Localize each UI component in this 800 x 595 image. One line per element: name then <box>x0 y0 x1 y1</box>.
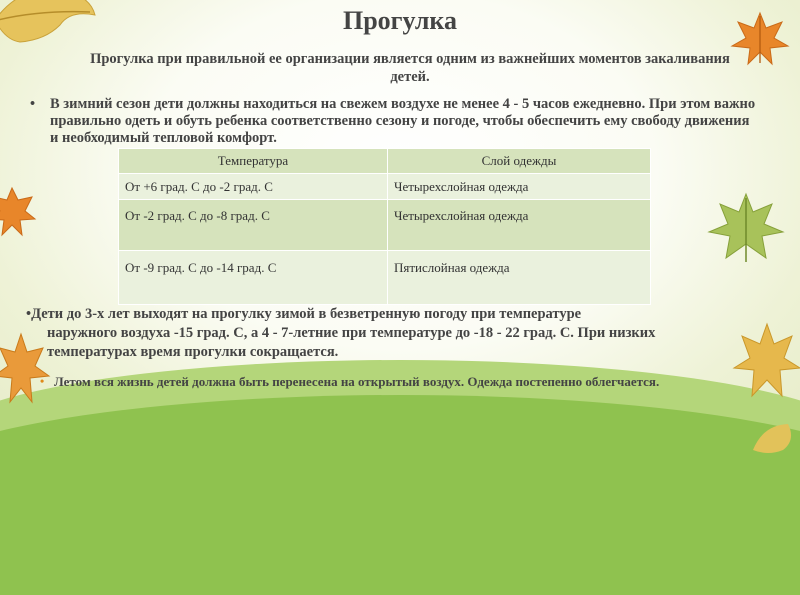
hill-front <box>0 395 800 595</box>
table-cell: Пятислойная одежда <box>388 251 651 305</box>
yellow-leaf-icon <box>732 320 800 400</box>
bullet-dot: • <box>26 306 32 322</box>
orange-leaf-icon <box>0 185 37 240</box>
clothing-table <box>118 148 651 305</box>
bullet-toddlers-line: температурах время прогулки сокращается. <box>47 344 339 360</box>
table-header-row <box>119 149 651 174</box>
table-cell: От +6 град. С до -2 град. С <box>119 174 388 200</box>
bullet-toddlers-line: наружного воздуха -15 град. С, а 4 - 7-летние при температуре до -18 - 22 град. С. При низких <box>47 325 656 341</box>
slide-subtitle: Прогулка при правильной ее организации является одним из важнейших моментов закаливания детей. <box>90 51 730 85</box>
bullet-summer-text: Летом вся жизнь детей должна быть перенесена на открытый воздух. Одежда постепенно облегчается. <box>54 374 660 389</box>
table-row <box>119 174 651 200</box>
table-cell: Четырехслойная одежда <box>388 200 651 251</box>
bullet-winter <box>30 96 760 147</box>
table-cell: Четырехслойная одежда <box>388 174 651 200</box>
table-cell: От -9 град. С до -14 град. С <box>119 251 388 305</box>
green-leaf-icon <box>706 190 786 265</box>
bullet-dot: • <box>30 96 36 112</box>
bullet-dot: • <box>40 374 45 388</box>
slide-title: Прогулка <box>342 6 458 35</box>
table-header-cell: Слой одежды <box>388 149 651 174</box>
bullet-toddlers <box>26 305 726 362</box>
bullet-toddlers-line <box>26 305 726 324</box>
bullet-toddlers-text-1: Дети до 3-х лет выходят на прогулку зимой в безветренную погоду при температуре <box>31 306 582 322</box>
bullet-summer <box>40 374 720 389</box>
table-cell: От -2 град. С до -8 град. С <box>119 200 388 251</box>
table-row <box>119 200 651 251</box>
table-row <box>119 251 651 305</box>
bullet-winter-text: В зимний сезон дети должны находиться на свежем воздухе не менее 4 - 5 часов ежедневно. При этом важно правильно одеть и обуть ребенка соответственно сезону и погоде, чтобы обеспечить ему свободу движения и необходимый тепловой комфорт. <box>50 96 756 146</box>
table-header-cell: Температура <box>119 149 388 174</box>
